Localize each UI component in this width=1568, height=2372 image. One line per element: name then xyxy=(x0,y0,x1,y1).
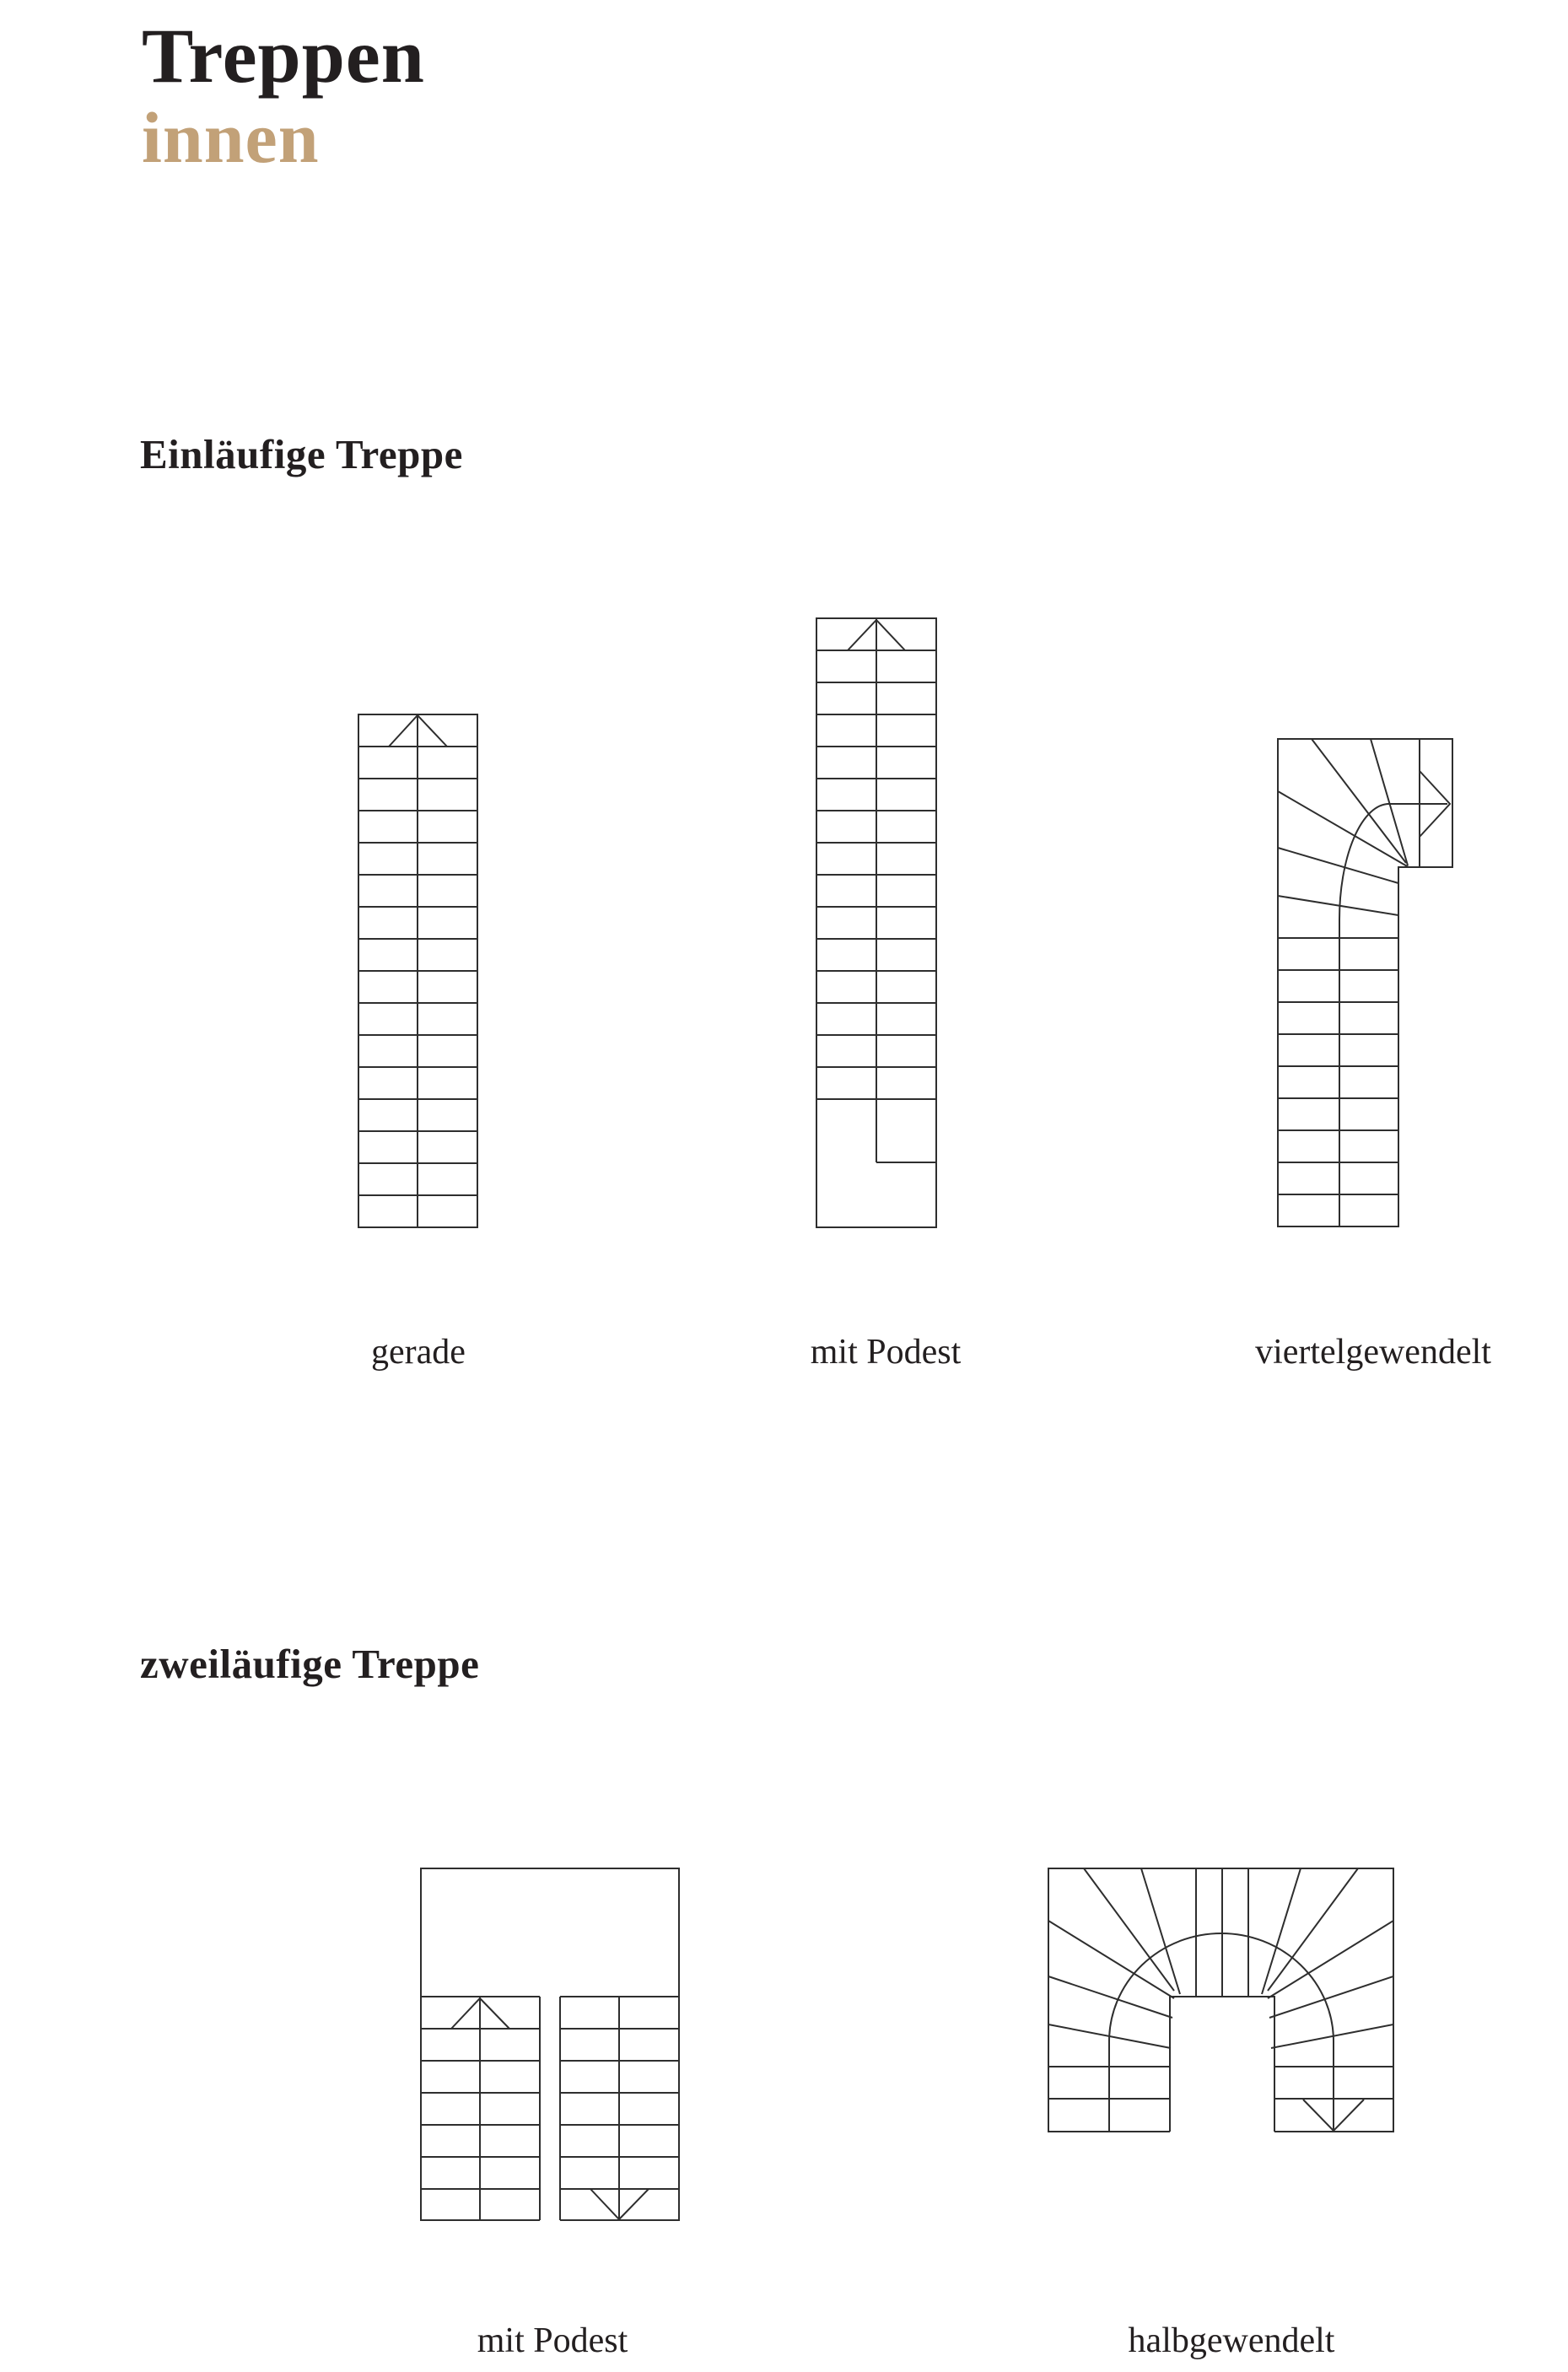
stair-plan-gerade xyxy=(358,714,477,1227)
stair-plan-viertelgewendelt xyxy=(1278,739,1452,1226)
stair-plan-halbgewendelt xyxy=(1048,1868,1393,2132)
section-heading-einlaeufige-treppe: Einläufige Treppe xyxy=(140,431,463,477)
caption-gerade: gerade xyxy=(371,1333,466,1372)
section-heading-zweilaeufige-treppe: zweiläufige Treppe xyxy=(140,1641,480,1687)
page-subtitle: innen xyxy=(142,97,320,178)
stair-plan-einlaeufig-mit-podest xyxy=(816,618,936,1227)
page-title: Treppen xyxy=(142,13,425,99)
caption-mit-podest-zweilaeufig: mit Podest xyxy=(477,2321,628,2360)
caption-mit-podest-einlaeufig: mit Podest xyxy=(810,1333,962,1372)
stair-plan-zweilaeufig-mit-podest xyxy=(421,1868,679,2220)
caption-halbgewendelt: halbgewendelt xyxy=(1128,2321,1335,2360)
caption-viertelgewendelt: viertelgewendelt xyxy=(1255,1333,1491,1372)
